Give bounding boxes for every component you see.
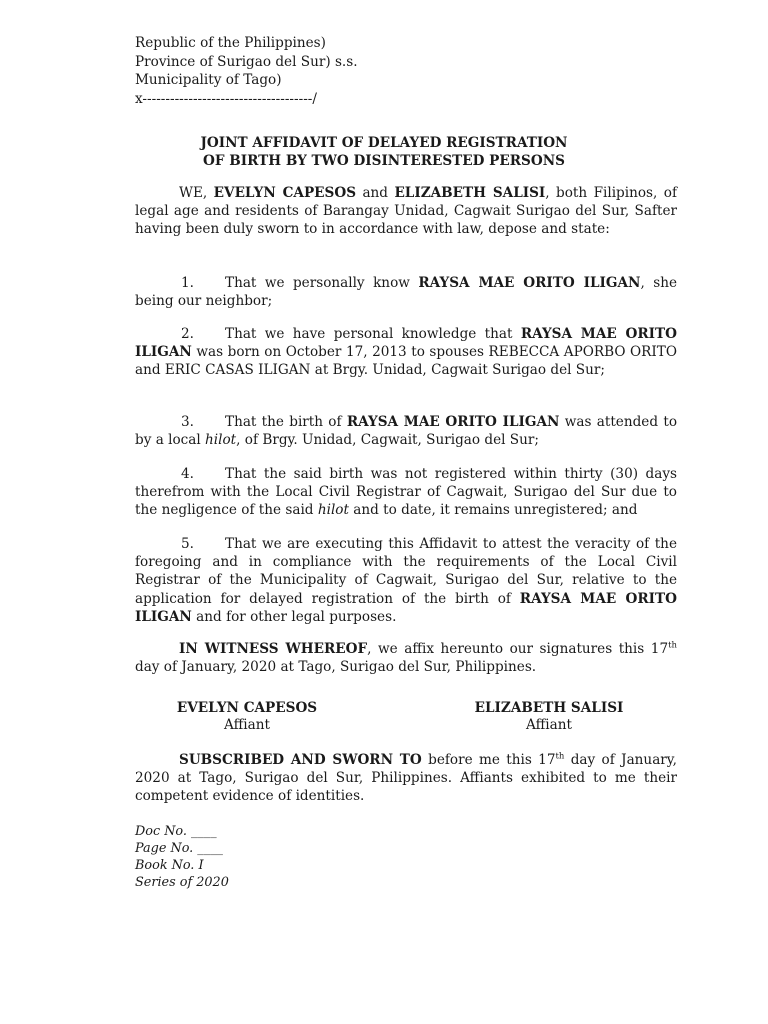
child-name: RAYSA MAE ORITO ILIGAN [135,590,677,625]
item-number: 4. [181,466,194,482]
item-text: That we are executing this Affidavit to attest the veracity of the foregoing and in compliance with the requirements of the Local Civil Registrar of the Municipality of Cagwait, Surigao del Sur, relative to the application for delayed registration of the birth of [135,536,677,607]
child-name: RAYSA MAE ORITO ILIGAN [418,275,641,291]
venue-line-country: Republic of the Philippines) [135,35,326,51]
child-name: RAYSA MAE ORITO ILIGAN [135,326,677,361]
intro-affiant-2: ELIZABETH SALISI [394,185,546,201]
signature-block-right [464,700,634,734]
signatory-role: Affiant [526,717,572,733]
item-text: and to date, it remains unregistered; and [348,502,638,519]
child-name: RAYSA MAE ORITO ILIGAN [346,414,560,430]
intro-and: and [356,185,395,201]
item-text: That the said birth was not registered within thirty (30) days therefrom with the Local Civil Registrar of Cagwait, Surigao del Sur due to the negligence of the said [135,466,677,519]
item-text: , she being our neighbor; [135,275,678,310]
signatory-role: Affiant [224,717,270,733]
jurat-paragraph [135,751,677,806]
witness-lead: IN WITNESS WHEREOF [179,641,368,657]
jurat-text: before me this 17 [421,752,556,768]
witness-paragraph [135,640,677,676]
venue-line-province: Province of Surigao del Sur) s.s. [135,53,358,70]
item-number: 2. [181,326,194,342]
venue-line-divider: x-------------------------------------/ [135,90,317,107]
signatory-name: ELIZABETH SALISI [474,700,624,716]
series-year: Series of 2020 [135,875,229,890]
title-line-1: JOINT AFFIDAVIT OF DELAYED REGISTRATION [200,135,568,151]
item-number: 1. [181,275,194,291]
intro-paragraph [135,184,677,239]
ordinal-suffix: th [668,640,677,651]
venue-line-municipality: Municipality of Tago) [135,72,282,88]
item-2 [135,325,677,380]
witness-text: day of January, 2020 at Tago, Surigao del Sur, Philippines. [135,659,537,676]
item-text: That we have personal knowledge that [225,326,521,342]
title-line-2: OF BIRTH BY TWO DISINTERESTED PERSONS [203,153,565,169]
witness-text: , we affix hereunto our signatures this 17 [367,641,669,657]
venue-block [135,34,358,108]
item-text: , of Brgy. Unidad, Cagwait, Surigao del Sur; [236,432,539,449]
item-text: and for other legal purposes. [191,608,397,625]
item-1 [135,274,677,310]
item-number: 5. [181,536,194,552]
document-title [0,134,768,170]
jurat-lead: SUBSCRIBED AND SWORN TO [179,752,422,768]
notarial-register [135,823,229,891]
doc-number: Doc No. ____ [135,824,217,839]
signature-block-left [162,700,332,734]
item-text: was attended to by a local [135,414,678,449]
page-number: Page No. ____ [135,841,223,856]
item-4 [135,465,677,520]
item-number: 3. [181,414,194,430]
hilot-term: hilot [205,432,237,449]
hilot-term: hilot [317,502,349,519]
item-3 [135,413,677,449]
book-number: Book No. I [135,858,204,873]
intro-we: WE, [179,185,214,201]
ordinal-suffix: th [555,751,565,762]
signatory-name: EVELYN CAPESOS [176,700,318,716]
item-text: That the birth of [225,414,347,430]
item-text: That we personally know [225,275,419,291]
jurat-text: day of January, 2020 at Tago, Surigao del Sur, Philippines. Affiants exhibited to me their competent evidence of identities. [135,752,677,805]
item-text: was born on October 17, 2013 to spouses REBECCA APORBO ORITO and ERIC CASAS ILIGAN at Brgy. Unidad, Cagwait Surigao del Sur; [135,344,677,379]
intro-rest: , both Filipinos, of legal age and residents of Barangay Unidad, Cagwait Surigao del Sur, Safter having been duly sworn to in accordance with law, depose and state: [135,185,677,238]
item-5 [135,535,677,626]
intro-affiant-1: EVELYN CAPESOS [213,185,357,201]
